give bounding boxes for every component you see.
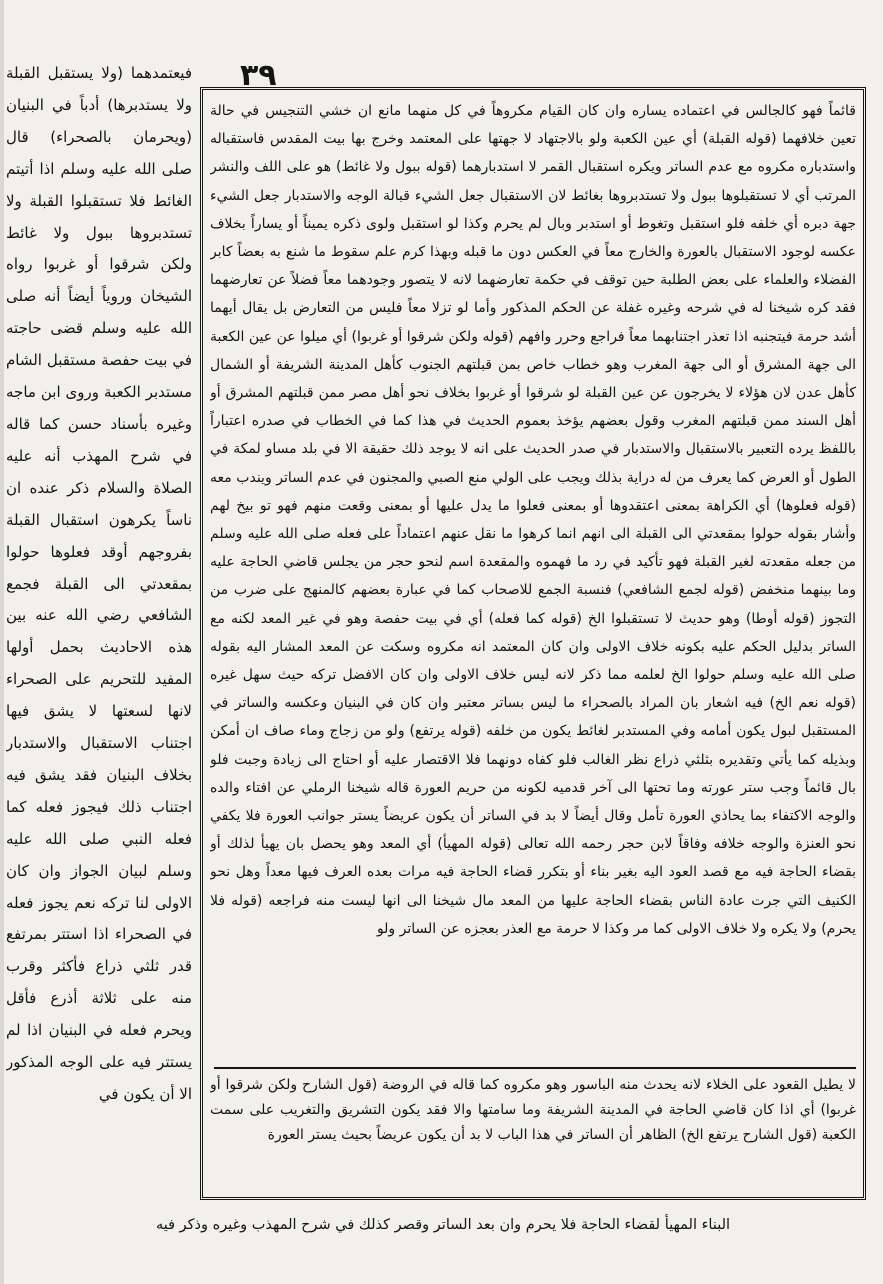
scan-edge [0,0,4,1284]
footnote-divider [214,1067,856,1069]
footnote-text: لا يطيل القعود على الخلاء لانه يحدث منه الباسور وهو مكروه كما قاله في الروضة (قول الشارح ولكن شرقوا أو غربوا) أي اذا كان قاضي الحاجة في المدينة الشريفة وما سامتها والا فقد يكون التشريق والتغريب على سمت الكعبة (قول الشارح يرتفع الخ) الظاهر أن الساتر في هذا الباب لا بد أن يكون عريضاً بحيث يستر العورة [210,1077,856,1143]
margin-text: فيعتمدهما (ولا يستقبل القبلة ولا يستدبرها) أدباً في البنيان (ويحرمان بالصحراء) قال صلى الله عليه وسلم اذا أتيتم الغائط فلا تستقبلوا القبلة ولا تستدبروها ببول ولا غائط ولكن شرقوا أو غربوا رواه الشيخان وروياً أيضاً أنه صلى الله عليه وسلم قضى حاجته في بيت حفصة مستقبل الشام مستدبر الكعبة وروى ابن ماجه وغيره بأسناد حسن كما قاله في شرح المهذب أنه عليه الصلاة والسلام ذكر عنده ان ناساً يكرهون استقبال القبلة بفروجهم أوقد فعلوها حولوا بمقعدتي الى القبلة فجمع الشافعي رضي الله عنه بين هذه الاحاديث بحمل أولها المفيد للتحريم على الصحراء لانها لسعتها لا يشق فيها اجتناب الاستقبال والاستدبار بخلاف البنيان فقد يشق فيه اجتناب ذلك فيجوز فعله كما فعله النبي صلى الله عليه وسلم لبيان الجواز وان كان الاولى لنا تركه نعم يجوز فعله في الصحراء اذا استتر بمرتفع قدر ثلثي ذراع فأكثر وقرب منه على ثلاثة أذرع فأقل ويحرم فعله في البنيان اذا لم يستتر فيه على الوجه المذكور الا أن يكون في [6,64,192,1103]
main-commentary-text: قائماً فهو كالجالس في اعتماده يساره وان كان القيام مكروهاً في كل منهما مانع ان خشي التنجيس في حالة تعين خلافهما (قوله القبلة) أي عين الكعبة ولو بالاجتهاد لا جهتها على المعتمد وخرج بها بيت المقدس فاستقباله واستدباره مكروه مع عدم الساتر ويكره استقبال القمر لا استدبارهما (قوله ببول ولا غائط) هو على اللف والنشر المرتب أي لا تستقبلوها ببول ولا تستدبروها بغائط لان الاستقبال جعل الشيء قبالة الوجه والاستدبار جعل الشيء جهة دبره أي خلفه فلو استقبل وتغوط أو استدبر وبال لم يحرم وكذا لو استقبل ولوى ذكره يميناً أو يساراً بخلاف عكسه لوجود الاستقبال بالعورة والخارج معاً في العكس دون ما قبله وبهذا كرم علم سقوط ما شنع به بعضاً كابر الفضلاء والعلماء على بعض الطلبة حين توقف في حكمة تعارضهما لانه لا يتصور وجودهما معاً فضلاً عن تعارضهما فقد كره شيخنا له في شرحه وغيره غفلة عن الحكم المذكور وأما لو تزلا معاً فليس من التعارض بل يقال أيهما أشد حرمة فيتجنبه اذا تعذر اجتنابهما معاً فراجع وحرر وافهم (قوله ولكن شرقوا أو غربوا) أي ميلوا عن عين الكعبة الى جهة المشرق أو الى جهة المغرب وهو خطاب خاص بمن قبلتهم الجنوب كأهل المدينة الشريفة أو الشمال كأهل عدن لان هؤلاء لا يخرجون عن عين القبلة لو شرقوا أو غربوا بخلاف نحو أهل مصر ممن قبلتهم المشرق أو أهل السند ممن قبلتهم المغرب وقول بعضهم يؤخذ بعموم الحديث في هذا كما في الخطاب في صدره اعتباراً باللفظ يرده التعبير بالاستقبال والاستدبار في صدر الحديث على انه لا يوجد ذلك حقيقة الا في بلد مساو لمكة في الطول أو العرض كما يعرف من له دراية بذلك ويجب على الولي منع الصبي والمجنون في عدم الساتر ويندب معه (قوله فعلوها) أي الكراهة بمعنى اعتقدوها أو بمعنى فعلوا ما يدل عليها أو بمعنى وقعت منهم فهو تو بيخ لهم وأشار بقوله حولوا بمقعدتي الى القبلة الى انهم انما كرهوا ما نقل عنهم اعتماداً على فعله صلى الله عليه وسلم من جعله مقعدته لغير القبلة فهو تأكيد في رد ما فهموه والمقعدة اسم لنحو حجر من يجلس قاضي الحاجة عليه وما بينهما منخفض (قوله لجمع الشافعي) فنسبة الجمع للاصحاب كما في عبارة بعضهم كالمنهج على ضرب من التجوز (قوله أوطا) وهو حديث لا تستقبلوا الخ (قوله كما فعله) أي في بيت حفصة وهو في غير المعد لكنه مع الساتر بدليل الحكم عليه بكونه خلاف الاولى وان كان المعتمد انه مكروه وسكت عن المعد المشار اليه بقوله صلى الله عليه وسلم حولوا الخ لعلمه مما ذكر لانه ليس خلاف الاولى وان كان الافضل تركه حيث سهل غيره (قوله نعم الخ) فيه اشعار بان المراد بالصحراء ما ليس بساتر معتبر وان كان في البنيان وعكسه والساتر في المستقبل لبول يكون أمامه وفي المستدبر لغائط يكون من خلفه (قوله يرتفع) ولو من زجاج وماء صاف ان أمكن وبذيله كما يأتي وتقديره بثلثي ذراع نظر الغالب فلو كفاه دونهما فلا الاقتصار عليه أو احتاج الى زيادة وجبت فلو بال قائماً وجب ستر عورته وما تحتها الى آخر قدميه لكونه من حريم العورة قاله شيخنا الرملي عن افتاء والده والوجه الاكتفاء بما يحاذي العورة تأمل وقال أيضاً لا بد في الساتر أن يكون عريضاً يستر جوانب العورة فلا يكفي نحو العنزة والوجه خلافه وفاقاً لابن حجر رحمه الله تعالى (قوله المهيأ) أي المعد وهو يحصل بان يهيأ لذلك أو بقضاء الحاجة فيه مع قصد العود اليه بغير بناء أو بتكرر قضاء الحاجة فيه مرات بعده العرف فيها معداً وهل نحو الكنيف التي جرت عادة الناس بقضاء الحاجة عليها من المعد مال شيخنا الى انها ليست منه فراجعه (قوله فلا يحرم) ولا يكره ولا خلاف الاولى كما مر وكذا لا حرمة مع العذر بعجزه عن الساتر ولو [210,103,856,937]
page-number: ٣٩ [240,58,277,93]
bottom-continuation-line: البناء المهيأ لقضاء الحاجة فلا يحرم وان بعد الساتر وقصر كذلك في شرح المهذب وغيره وذكر فيه [155,1217,731,1233]
